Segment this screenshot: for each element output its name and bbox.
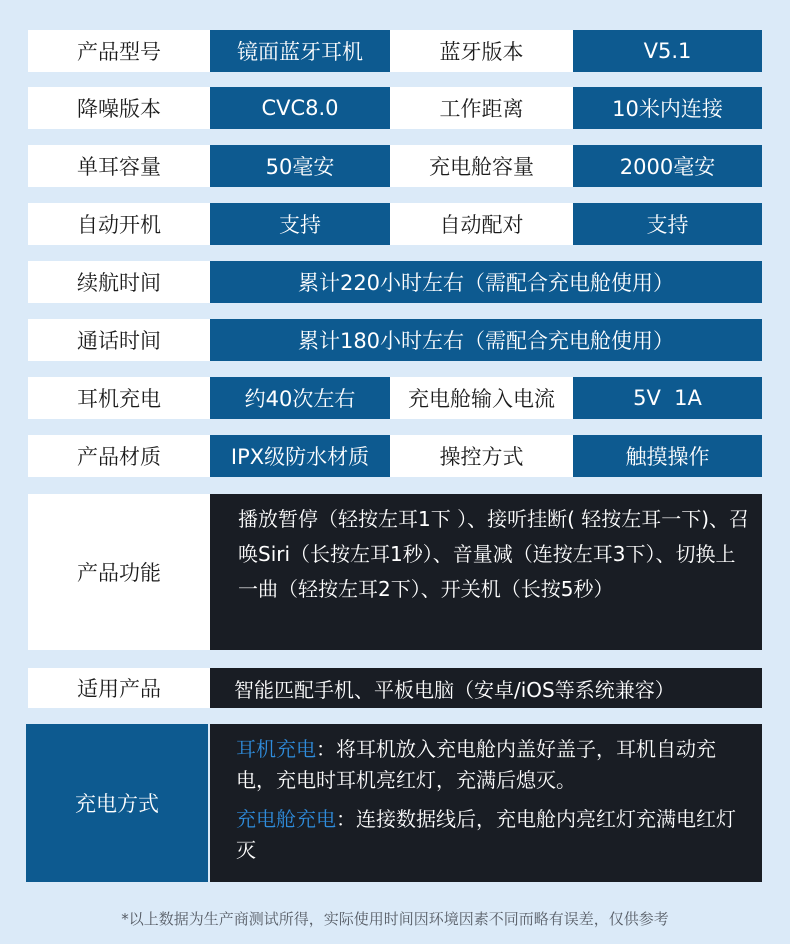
applicable-label: 适用产品 (28, 668, 210, 708)
spec-value: 累计180小时左右（需配合充电舱使用） (210, 319, 762, 361)
case-charging-title: 充电舱充电 (236, 807, 336, 831)
spec-label: 产品型号 (28, 30, 210, 72)
charging-text (210, 724, 762, 882)
spec-row-talk-time (28, 319, 762, 361)
spec-row-auto (28, 203, 762, 245)
spec-label: 自动开机 (28, 203, 210, 245)
spec-row-material (28, 435, 762, 477)
spec-row-battery-life (28, 261, 762, 303)
spec-label: 单耳容量 (28, 145, 210, 187)
earbud-charging-paragraph (236, 734, 750, 796)
charging-label: 充电方式 (26, 724, 208, 882)
spec-value: CVC8.0 (210, 87, 390, 129)
earbud-charging-title: 耳机充电 (236, 737, 316, 761)
footnote: *以上数据为生产商测试所得，实际使用时间因环境因素不同而略有误差，仅供参考 (121, 910, 669, 928)
spec-label: 自动配对 (390, 203, 573, 245)
applicable-text: 智能匹配手机、平板电脑（安卓/iOS等系统兼容） (210, 668, 762, 708)
spec-value: IPX级防水材质 (210, 435, 390, 477)
spec-label: 产品材质 (28, 435, 210, 477)
spec-value: 支持 (210, 203, 390, 245)
spec-value: 50毫安 (210, 145, 390, 187)
spec-label: 充电舱输入电流 (390, 377, 573, 419)
spec-value: 5V 1A (573, 377, 762, 419)
spec-value: 累计220小时左右（需配合充电舱使用） (210, 261, 762, 303)
spec-label: 充电舱容量 (390, 145, 573, 187)
features-text: 播放暂停（轻按左耳1下 ）、接听挂断( 轻按左耳一下)、召唤Siri（长按左耳1秒）、音量减（连按左耳3下）、切换上一曲（轻按左耳2下）、开关机（长按5秒） (210, 494, 762, 650)
spec-row-charging (28, 377, 762, 419)
spec-label: 续航时间 (28, 261, 210, 303)
spec-value: 支持 (573, 203, 762, 245)
spec-label: 耳机充电 (28, 377, 210, 419)
spec-value: 2000毫安 (573, 145, 762, 187)
spec-label: 降噪版本 (28, 87, 210, 129)
spec-value: V5.1 (573, 30, 762, 72)
spec-label: 通话时间 (28, 319, 210, 361)
spec-value: 镜面蓝牙耳机 (210, 30, 390, 72)
spec-label: 工作距离 (390, 87, 573, 129)
spec-row-noise (28, 87, 762, 129)
earbud-charging-desc: ：将耳机放入充电舱内盖好盖子，耳机自动充电，充电时耳机亮红灯，充满后熄灭。 (236, 737, 716, 792)
spec-value: 约40次左右 (210, 377, 390, 419)
case-charging-desc: ：连接数据线后，充电舱内亮红灯充满电红灯灭 (236, 807, 736, 862)
features-label: 产品功能 (28, 494, 210, 650)
spec-row-capacity (28, 145, 762, 187)
spec-label: 蓝牙版本 (390, 30, 573, 72)
case-charging-paragraph (236, 804, 750, 866)
spec-row-model (28, 30, 762, 72)
spec-label: 操控方式 (390, 435, 573, 477)
spec-value: 10米内连接 (573, 87, 762, 129)
spec-value: 触摸操作 (573, 435, 762, 477)
